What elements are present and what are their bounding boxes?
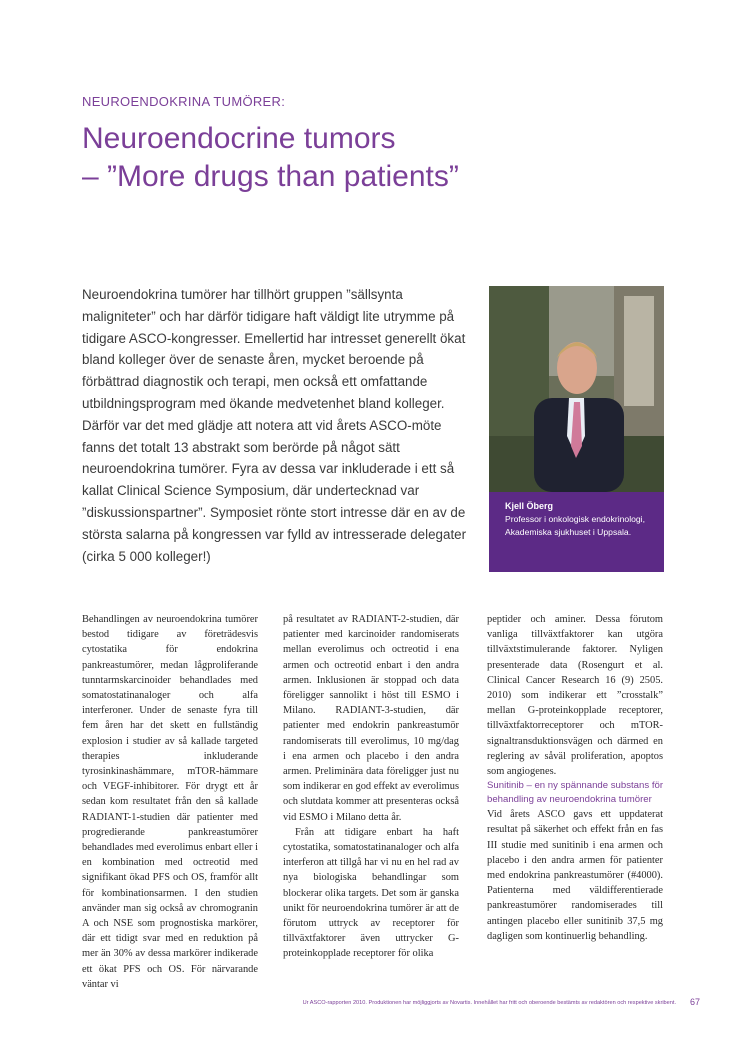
author-role: Professor i onkologisk endokrinologi, Akademiska sjukhuset i Uppsala.	[505, 514, 645, 537]
body-paragraph: Från att tidigare enbart ha haft cytostatika, somatostatinanaloger och alfa interferon att tillgå har vi nu en hel rad av nya biologiska behandlingar som blockerar olika targets. Det som är ganska unikt för neuroendokrina tumörer är att de förutom uttryck av receptorer för tillväxtfaktorer även uttrycker G-proteinkopplade receptorer för olika	[283, 826, 459, 960]
author-portrait-image	[489, 286, 664, 492]
page-number: 67	[690, 997, 701, 1007]
page-footer: Ur ASCO-rapporten 2010. Produktionen har möjliggjorts av Novartis. Innehållet har fritt och oberoende bestämts av redaktören och respektive skribent.	[302, 1000, 676, 1006]
lead-paragraph: Neuroendokrina tumörer har tillhört gruppen ”sällsynta maligniteter” och har därför tidigare haft väldigt lite utrymme på tidigare ASCO-kongresser. Emellertid har intresset generellt ökat bland kolleger över de senaste åren, mycket beroende på förbättrad diagnostik och terapi, men också ett omfattande utbildningsprogram med ökande medvetenhet bland kolleger. Därför var det med glädje att notera att vid årets ASCO-möte fanns det totalt 13 abstrakt som berörde på något sätt neuroendokrina tumörer. Fyra av dessa var inkluderade i ett så kallat Clinical Science Symposium, där undertecknad var ”diskussionspartner”. Symposiet rönte stort intresse där en av de största salarna på kongressen var fylld av intresserade delegater (cirka 5 000 kolleger!)	[82, 287, 467, 564]
body-column-2	[283, 612, 459, 962]
body-column-3	[487, 612, 663, 944]
body-paragraph: Vid årets ASCO gavs ett uppdaterat resultat på säkerhet och effekt från en fas III studie med sunitinib i ena armen och placebo i den andra armen för patienter med endokrina pankreastumörer (#4000). Patienterna med väldifferentierade pankreastumörer randomiserades till antingen placebo eller sunitinib 37,5 mg dagligen som kontinuerlig behandling.	[487, 809, 663, 942]
photo-caption	[505, 500, 657, 539]
body-column-1	[82, 612, 258, 992]
author-photo-box	[489, 286, 664, 572]
section-kicker: NEUROENDOKRINA TUMÖRER:	[82, 94, 286, 109]
author-name: Kjell Öberg	[505, 501, 554, 511]
section-subheading: Sunitinib – en ny spännande substans för behandling av neuroendokrina tumörer	[487, 780, 664, 806]
title-line-2: – ”More drugs than patients”	[82, 160, 459, 193]
title-line-1: Neuroendocrine tumors	[82, 122, 396, 155]
body-paragraph: peptider och aminer. Dessa förutom vanliga tillväxtfaktorer kan utgöra tillväxtstimulerande faktorer. Nyligen presenterade data (Rosengurt et al. Clinical Cancer Research 16 (9) 2505. 2010) som indikerar ett ”crosstalk” mellan G-proteinkopplade receptorer, tillväxtfaktorreceptorer och mTOR-signaltransduktionsvägen och därmed en reglering av såväl proliferation, apoptos som angiogenes.	[487, 614, 663, 778]
body-paragraph: Behandlingen av neuroendokrina tumörer bestod tidigare av företrädesvis cytostatika för endokrina pankreastumörer, medan lågproliferande tunntarmskarcinoider behandlades med somatostatinanaloger och alfa interferoner. Under de senaste fyra till fem åren har det skett en fullständig explosion i studier av så kallade targeted therapies inkluderande tyrosinkinashämmare, mTOR-hämmare och VEGF-inhibitorer. För drygt ett år sedan kom resultatet från den så kallade RADIANT-1-studien där patienter med progredierande pankreastumörer behandlades med everolimus enbart eller i en kombination med octreotid med signifikant ökad PFS och OS, framför allt för kombinationsarmen. I den studien använder man sig också av chromogranin A och NSE som prognostiska markörer, där ett tidigt svar med en reduktion på mer än 30% av dessa markörer indikerade ett ökat PFS och OS. För närvarande väntar vi	[82, 614, 258, 990]
article-title	[82, 120, 642, 196]
body-paragraph: på resultatet av RADIANT-2-studien, där patienter med karcinoider randomiserats mellan everolimus och octreotid i ena armen och octreotid enbart i den andra armen. Inklusionen är stoppad och data föreligger sannolikt i höst till ESMO i Milano. RADIANT-3-studien, där patienter med endokrin pankreastumör randomiserats till everolimus, 10 mg/dag i ena armen och placebo i den andra armen. Preliminära data föreligger just nu som indikerar en god effekt av everolimus och slutdata kommer att presenteras också vid ESMO i Milano detta år.	[283, 614, 459, 823]
